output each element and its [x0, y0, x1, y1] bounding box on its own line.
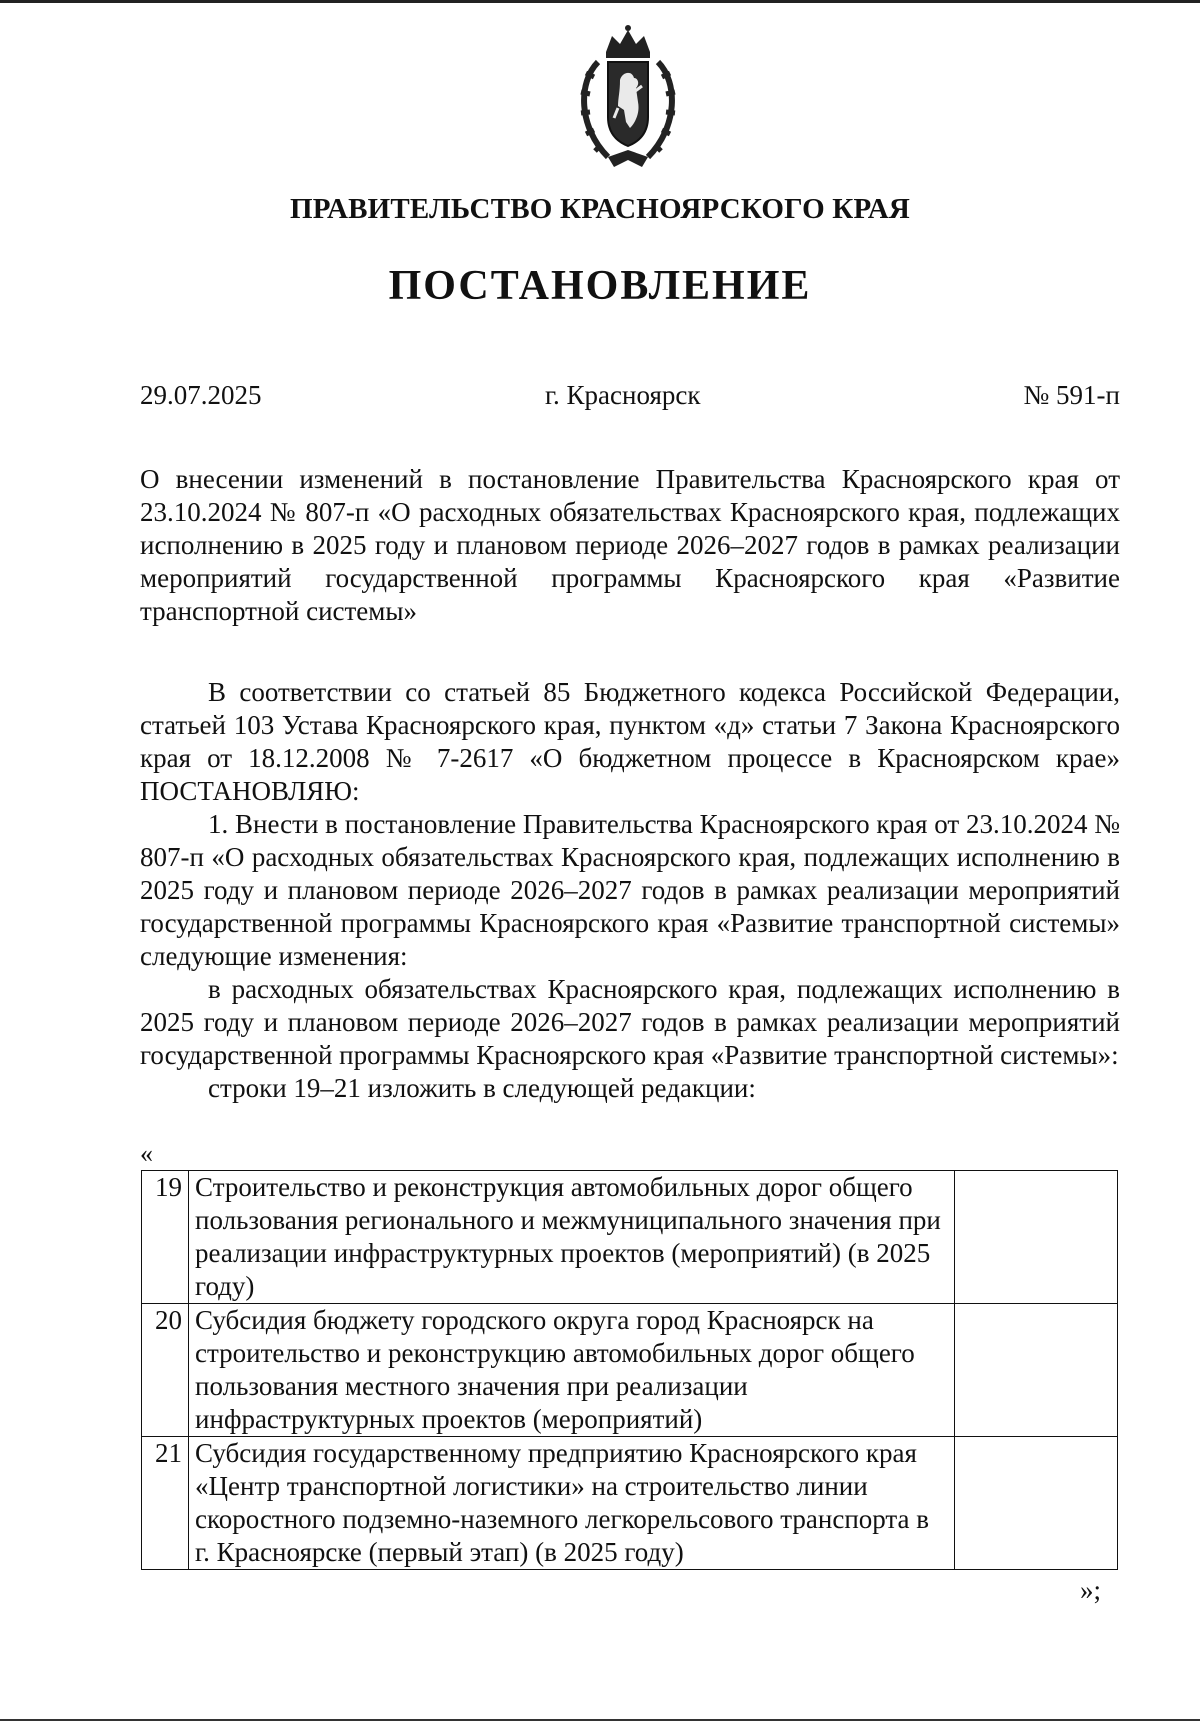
row-number: 19 [142, 1171, 189, 1304]
bottom-edge-line [0, 1719, 1200, 1721]
closing-quote: »; [1080, 1575, 1102, 1605]
coat-of-arms-icon [568, 22, 688, 172]
table-row [142, 1304, 1118, 1437]
row-empty-cell [954, 1304, 1117, 1437]
body-paragraph-legal-basis: В соответствии со статьей 85 Бюджетного кодекса Российской Федерации, статьей 103 Устава Красноярского края, пунктом «д» статьи 7 Закона Красноярского края от 18.12.2008 № 7-2617 «О бюджетном процессе в Красноярском крае» ПОСТАНОВЛЯЮ: [140, 677, 1120, 806]
body-paragraph-obligations: в расходных обязательствах Красноярского края, подлежащих исполнению в 2025 году и плановом периоде 2026–2027 годов в рамках реализации мероприятий государственной программы Красноярского края «Развитие транспортной системы»: [140, 974, 1120, 1070]
body-paragraph-amendment: 1. Внести в постановление Правительства Красноярского края от 23.10.2024 № 807-п «О расходных обязательствах Красноярского края, подлежащих исполнению в 2025 году и плановом периоде 2026–2027 годов в рамках реализации мероприятий государственной программы Красноярского края «Развитие транспортной системы» следующие изменения: [140, 809, 1120, 971]
body-paragraph-instruction: строки 19–21 изложить в следующей редакции: [208, 1073, 756, 1103]
row-empty-cell [954, 1171, 1117, 1304]
table-row [142, 1171, 1118, 1304]
top-edge-line [0, 0, 1200, 3]
document-type-title: ПОСТАНОВЛЕНИЕ [388, 263, 812, 309]
document-number: № 591-п [1023, 380, 1120, 410]
table-row [142, 1437, 1118, 1570]
row-text: Субсидия бюджету городского округа город Красноярск на строительство и реконструкцию автомобильных дорог общего пользования местного значения при реализации инфраструктурных проектов (мероприятий) [189, 1304, 955, 1437]
document-body [140, 676, 1120, 1105]
row-number: 21 [142, 1437, 189, 1570]
opening-quote: « [140, 1139, 153, 1168]
document-date: 29.07.2025 [140, 380, 262, 410]
row-text: Строительство и реконструкция автомобильных дорог общего пользования регионального и межмуниципального значения при реализации инфраструктурных проектов (мероприятий) (в 2025 году) [189, 1171, 955, 1304]
document-place: г. Красноярск [545, 380, 701, 410]
government-title: ПРАВИТЕЛЬСТВО КРАСНОЯРСКОГО КРАЯ [289, 193, 911, 225]
row-empty-cell [954, 1437, 1117, 1570]
row-number: 20 [142, 1304, 189, 1437]
amended-rows-table [141, 1170, 1118, 1570]
document-subject: О внесении изменений в постановление Правительства Красноярского края от 23.10.2024 № 807-п «О расходных обязательствах Красноярского края, подлежащих исполнению в 2025 году и плановом периоде 2026–2027 годов в рамках реализации мероприятий государственной программы Красноярского края «Развитие транспортной системы» [140, 464, 1120, 626]
row-text: Субсидия государственному предприятию Красноярского края «Центр транспортной логистики» на строительство линии скоростного подземно-наземного легкорельсового транспорта в г. Красноярске (первый этап) (в 2025 году) [189, 1437, 955, 1570]
